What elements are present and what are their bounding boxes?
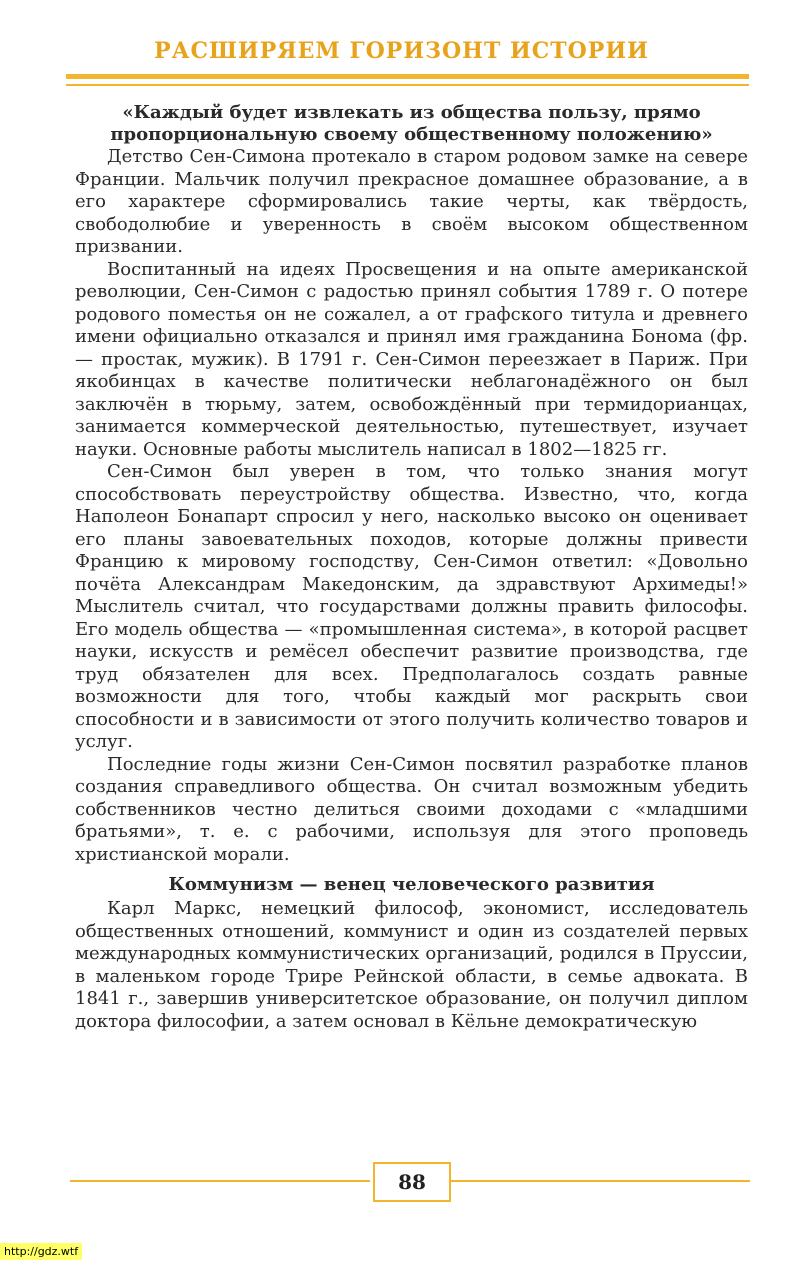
header-rule-thick <box>66 74 749 79</box>
footer-rule-left <box>70 1180 370 1182</box>
paragraph: Воспитанный на идеях Просвещения и на опыте американской революции, Сен-Симон с радостью принял события 1789 г. О потере родового поместья он не сожалел, а от графского титула и древнего имени официально отказался и принял имя гражданина Бонома (фр. — простак, мужик). В 1791 г. Сен-Симон переезжает в Париж. При якобинцах в качестве политически неблагонадёжного он был заключён в тюрьму, затем, освобождённый при термидорианцах, занимается коммерческой деятельностью, путешествует, изучает науки. Основные работы мыслитель написал в 1802—1825 гг. <box>75 258 748 460</box>
page-content <box>75 102 748 1033</box>
paragraph: Карл Маркс, немецкий философ, экономист, исследователь общественных отношений, коммунист и один из создателей первых международных коммунистических организаций, родился в Пруссии, в маленьком городе Трире Рейнской области, в семье адвоката. В 1841 г., завершив университетское образование, он получил диплом доктора философии, а затем основал в Кёльне демократическую <box>75 898 748 1032</box>
paragraph: Детство Сен-Симона протекало в старом родовом замке на севере Франции. Мальчик получил прекрасное домашнее образование, а в его характере сформировались такие черты, как твёрдость, свободолюбие и уверенность в своём высоком общественном призвании. <box>75 146 748 257</box>
header-rule-thin <box>66 84 749 86</box>
footer-rule-right <box>448 1180 750 1182</box>
section-title-communism: Коммунизм — венец человеческого развития <box>168 874 655 895</box>
page-number: 88 <box>373 1162 451 1202</box>
watermark-link[interactable]: http://gdz.wtf <box>0 1243 82 1260</box>
paragraph: Последние годы жизни Сен-Симон посвятил разработке планов создания справедливого общества. Он считал возможным убедить собственников честно делиться своими доходами с «младшими братьями», т. е. с рабочими, используя для этого проповедь христианской морали. <box>75 753 748 865</box>
paragraph: Сен-Симон был уверен в том, что только знания могут способствовать переустройству общества. Известно, что, когда Наполеон Бонапарт спросил у него, насколько высоко он оценивает его планы завоевательных походов, которые должны привести Францию к мировому господству, Сен-Симон ответил: «Довольно почёта Александрам Македонским, да здравствуют Архимеды!» Мыслитель считал, что государствами должны править философы. Его модель общества — «промышленная система», в которой расцвет науки, искусств и ремёсел обеспечит развитие производства, где труд обязателен для всех. Предполагалось создать равные возможности для того, чтобы каждый мог раскрыть свои способности и в зависимости от этого получить количество товаров и услуг. <box>75 461 748 752</box>
page-header-title: РАСШИРЯЕМ ГОРИЗОНТ ИСТОРИИ <box>154 38 649 64</box>
section-title-saint-simon: «Каждый будет извлекать из общества пользу, прямо пропорциональную своему общественному положению» <box>110 102 713 145</box>
